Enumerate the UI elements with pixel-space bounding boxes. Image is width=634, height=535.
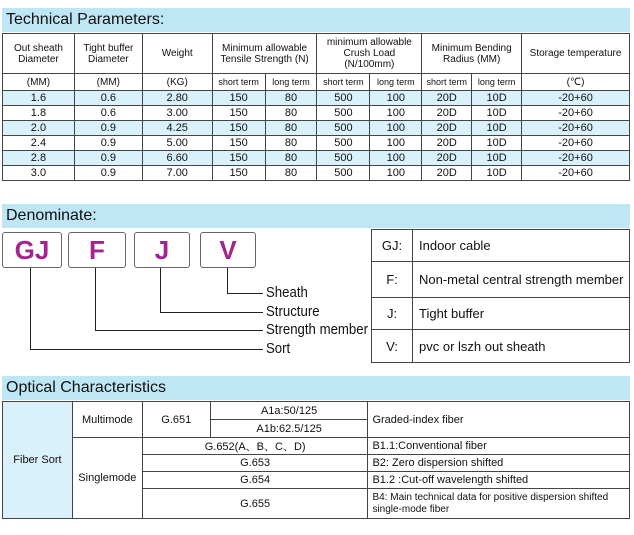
connector-line — [30, 268, 31, 349]
cell: 0.9 — [74, 136, 142, 151]
cell: 80 — [265, 136, 317, 151]
cell: 500 — [317, 106, 370, 121]
denominate-key: F: — [372, 262, 413, 298]
cell: 2.0 — [3, 121, 75, 136]
denominate-key: J: — [372, 298, 413, 330]
cell: 150 — [212, 106, 265, 121]
technical-parameters-table — [2, 33, 630, 181]
cell: -20+60 — [522, 151, 630, 166]
cell: 150 — [212, 166, 265, 181]
code-v: V — [200, 232, 256, 268]
unit-mm: (MM) — [3, 74, 75, 91]
cell: 20D — [422, 166, 472, 181]
cell: 20D — [422, 106, 472, 121]
header-bending: Minimum Bending Radius (MM) — [422, 34, 522, 74]
cell: 2.8 — [3, 151, 75, 166]
g651-label: G.651 — [142, 402, 210, 438]
connector-line — [95, 330, 263, 331]
cell: 1.8 — [3, 106, 75, 121]
cell: 80 — [265, 151, 317, 166]
cell: -20+60 — [522, 166, 630, 181]
denominate-table — [371, 229, 630, 363]
long-term: long term — [265, 74, 317, 91]
cell: 500 — [317, 136, 370, 151]
legend-sheath: Sheath — [266, 284, 308, 301]
b11-label: B1.1:Conventional fiber — [368, 438, 630, 455]
cell: 6.60 — [142, 151, 212, 166]
legend-strength-member: Strength member — [266, 321, 368, 338]
code-gj: GJ — [2, 232, 62, 268]
connector-line — [227, 293, 263, 294]
table-row — [3, 151, 630, 166]
table-row — [3, 91, 630, 106]
denominate-value: Non-metal central strength member — [413, 262, 630, 298]
cell: 100 — [370, 121, 422, 136]
cell: 20D — [422, 136, 472, 151]
connector-line — [160, 312, 263, 313]
cell: 20D — [422, 151, 472, 166]
cell: 100 — [370, 151, 422, 166]
cell: 80 — [265, 121, 317, 136]
cell: -20+60 — [522, 136, 630, 151]
cell: 0.9 — [74, 151, 142, 166]
singlemode-label: Singlemode — [72, 438, 142, 519]
denominate-key: GJ: — [372, 230, 413, 262]
cell: 150 — [212, 136, 265, 151]
cell: 150 — [212, 121, 265, 136]
header-crush: minimum allowable Crush Load (N/100mm) — [317, 34, 422, 74]
denominate-value: Tight buffer — [413, 298, 630, 330]
optical-title: Optical Characteristics — [2, 376, 630, 400]
table-row — [3, 121, 630, 136]
multimode-label: Multimode — [72, 402, 142, 438]
header-tensile: Minimum allowable Tensile Strength (N) — [212, 34, 317, 74]
code-f: F — [68, 232, 126, 268]
legend-structure: Structure — [266, 303, 320, 320]
cell: 500 — [317, 91, 370, 106]
cell: 0.6 — [74, 106, 142, 121]
header-outer: Out sheath Diameter — [3, 34, 75, 74]
denominate-value: pvc or lszh out sheath — [413, 330, 630, 363]
g652-label: G.652(A、B、C、D) — [142, 438, 368, 455]
short-term: short term — [422, 74, 472, 91]
unit-temp: (℃) — [522, 74, 630, 91]
code-j: J — [134, 232, 190, 268]
long-term: long term — [472, 74, 522, 91]
cell: 100 — [370, 166, 422, 181]
denominate-key: V: — [372, 330, 413, 363]
table-row — [3, 136, 630, 151]
unit-kg: (KG) — [142, 74, 212, 91]
cell: 7.00 — [142, 166, 212, 181]
cell: 10D — [472, 91, 522, 106]
header-weight: Weight — [142, 34, 212, 74]
graded-label: Graded-index fiber — [368, 402, 630, 438]
cell: 0.9 — [74, 121, 142, 136]
cell: 10D — [472, 106, 522, 121]
cell: 0.6 — [74, 91, 142, 106]
unit-mm: (MM) — [74, 74, 142, 91]
cell: -20+60 — [522, 106, 630, 121]
g655-label: G.655 — [142, 489, 368, 519]
cell: 4.25 — [142, 121, 212, 136]
legend-sort: Sort — [266, 340, 291, 357]
cell: 80 — [265, 166, 317, 181]
b2-label: B2: Zero dispersion shifted — [368, 455, 630, 472]
fiber-sort-label: Fiber Sort — [3, 402, 73, 519]
cell: 10D — [472, 121, 522, 136]
cell: 150 — [212, 91, 265, 106]
cell: 100 — [370, 106, 422, 121]
connector-line — [30, 349, 263, 350]
technical-parameters-title: Technical Parameters: — [2, 8, 630, 32]
cell: -20+60 — [522, 91, 630, 106]
cell: 2.80 — [142, 91, 212, 106]
table-row — [3, 106, 630, 121]
g654-label: G.654 — [142, 472, 368, 489]
long-term: long term — [370, 74, 422, 91]
optical-table — [2, 401, 630, 519]
cell: 2.4 — [3, 136, 75, 151]
table-row — [3, 166, 630, 181]
cell: 500 — [317, 151, 370, 166]
b12-label: B1.2 :Cut-off wavelength shifted — [368, 472, 630, 489]
cell: 20D — [422, 121, 472, 136]
cell: 500 — [317, 166, 370, 181]
header-storage: Storage temperature — [522, 34, 630, 74]
g653-label: G.653 — [142, 455, 368, 472]
cell: 3.00 — [142, 106, 212, 121]
connector-line — [160, 268, 161, 312]
cell: -20+60 — [522, 121, 630, 136]
a1a-label: A1a:50/125 — [210, 402, 368, 420]
cell: 1.6 — [3, 91, 75, 106]
a1b-label: A1b:62.5/125 — [210, 420, 368, 438]
short-term: short term — [317, 74, 370, 91]
header-tight: Tight buffer Diameter — [74, 34, 142, 74]
cell: 3.0 — [3, 166, 75, 181]
short-term: short term — [212, 74, 265, 91]
denominate-title: Denominate: — [2, 204, 630, 228]
cell: 10D — [472, 136, 522, 151]
cell: 150 — [212, 151, 265, 166]
cell: 10D — [472, 166, 522, 181]
cell: 10D — [472, 151, 522, 166]
cell: 5.00 — [142, 136, 212, 151]
connector-line — [227, 268, 228, 293]
cell: 500 — [317, 121, 370, 136]
b4-label: B4: Main technical data for positive dispersion shifted single-mode fiber — [368, 489, 630, 519]
cell: 0.9 — [74, 166, 142, 181]
connector-line — [95, 268, 96, 330]
denominate-value: Indoor cable — [413, 230, 630, 262]
cell: 100 — [370, 91, 422, 106]
cell: 100 — [370, 136, 422, 151]
cell: 20D — [422, 91, 472, 106]
cell: 80 — [265, 91, 317, 106]
cell: 80 — [265, 106, 317, 121]
